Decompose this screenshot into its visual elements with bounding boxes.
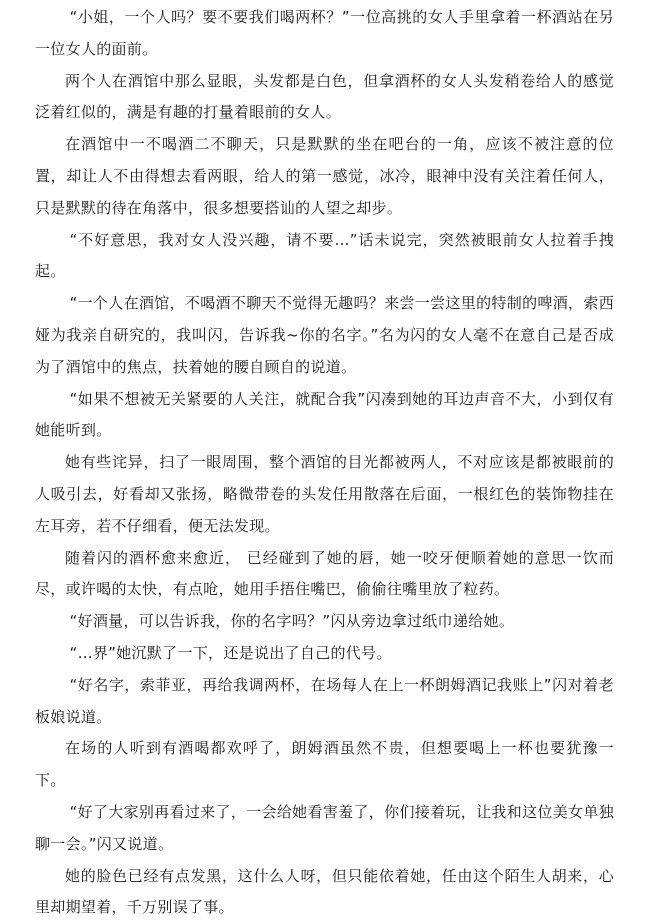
paragraph: “一个人在酒馆，不喝酒不聊天不觉得无趣吗？来尝一尝这里的特制的啤酒，索西娅为我亲自研究的，我叫闪，告诉我~你的名字。”名为闪的女人毫不在意自己是否成为了酒馆中的焦点，扶着她的腰自顾自的说道。 (35, 294, 614, 376)
paragraph: “好酒量，可以告诉我，你的名字吗？”闪从旁边拿过纸巾递给她。 (69, 612, 515, 631)
paragraph: “如果不想被无关紧要的人关注，就配合我”闪凑到她的耳边声音不大，小到仅有她能听到。 (35, 389, 614, 440)
paragraph: “…界”她沉默了一下，还是说出了自己的代号。 (69, 643, 392, 662)
paragraph: “好名字，索菲亚，再给我调两杯，在场每人在上一杯朗姆酒记我账上”闪对着老板娘说道。 (35, 675, 614, 726)
paragraph: 在酒馆中一不喝酒二不聊天，只是默默的坐在吧台的一角，应该不被注意的位置，却让人不由得想去看两眼，给人的第一感觉，冰冷，眼神中没有关注着任何人，只是默默的待在角落中，很多想要搭讪的人望之却步。 (35, 135, 614, 217)
paragraph: 她有些诧异，扫了一眼周围，整个酒馆的目光都被两人，不对应该是都被眼前的人吸引去，好看却又张扬，略微带卷的头发任用散落在后面，一根红色的装饰物挂在左耳旁，若不仔细看，便无法发现。 (35, 453, 614, 535)
paragraph: 在场的人听到有酒喝都欢呼了，朗姆酒虽然不贵，但想要喝上一杯也要犹豫一下。 (35, 739, 614, 790)
paragraph: “好了大家别再看过来了，一会给她看害羞了，你们接着玩，让我和这位美女单独聊一会。”闪又说道。 (35, 802, 614, 853)
paragraph: “不好意思，我对女人没兴趣，请不要…”话未说完，突然被眼前女人拉着手拽起。 (35, 230, 614, 281)
paragraph: 她的脸色已经有点发黑，这什么人呀，但只能依着她，任由这个陌生人胡来，心里却期望着，千万别误了事。 (35, 866, 614, 917)
paragraph: 两个人在酒馆中那么显眼，头发都是白色，但拿酒杯的女人头发稍卷给人的感觉泛着红似的，满是有趣的打量着眼前的女人。 (35, 71, 614, 122)
paragraph: “小姐，一个人吗？要不要我们喝两杯？”一位高挑的女人手里拿着一杯酒站在另一位女人的面前。 (35, 8, 614, 58)
story-text (35, 0, 614, 924)
paragraph: 随着闪的酒杯愈来愈近， 已经碰到了她的唇，她一咬牙便顺着她的意思一饮而尽，或许喝的太快，有点呛，她用手捂住嘴巴，偷偷往嘴里放了粒药。 (35, 548, 614, 599)
